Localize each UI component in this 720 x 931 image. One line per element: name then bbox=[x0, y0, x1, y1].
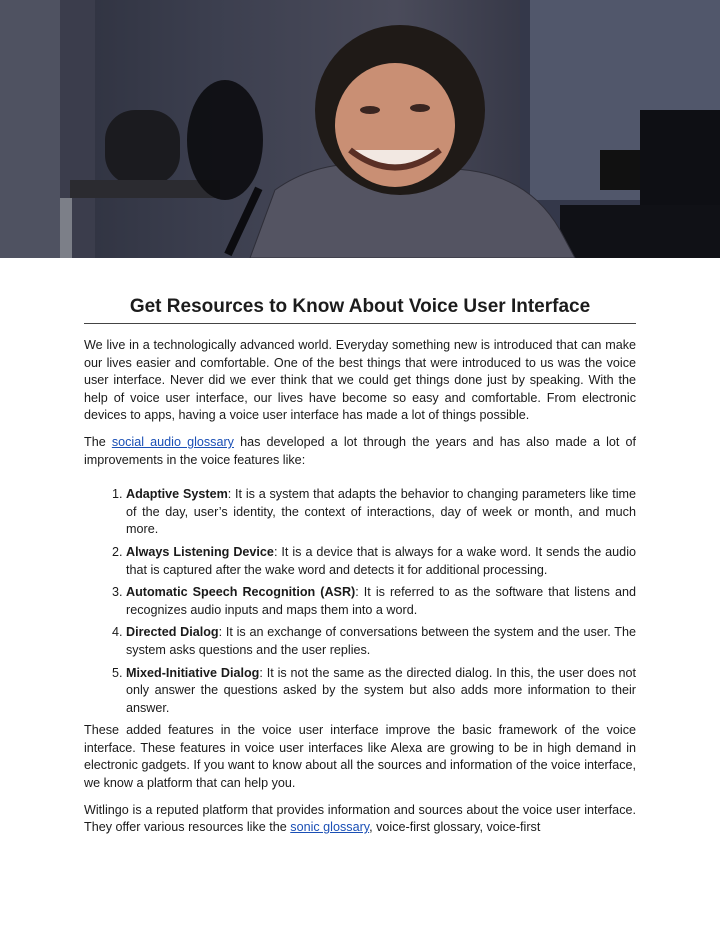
feature-term: Directed Dialog bbox=[126, 625, 219, 640]
hero-photo bbox=[0, 0, 720, 258]
feature-term: Automatic Speech Recognition (ASR) bbox=[126, 585, 356, 600]
paragraph-text: has developed a lot through the years and has also made a lot of improvements in the voice features like: bbox=[84, 434, 637, 467]
paragraph-text: The bbox=[84, 434, 112, 449]
feature-term: Adaptive System bbox=[126, 487, 228, 502]
feature-description: : It is not the same as the directed dialog. In this, the user does not only answer the questions asked by the system but also adds more information to their answer. bbox=[126, 665, 636, 715]
list-item bbox=[126, 544, 636, 579]
feature-description: : It is a system that adapts the behavior to changing parameters like time of the day, user’s identity, the context of interactions, day of week or month, and much more. bbox=[126, 487, 636, 537]
podcast-studio-illustration bbox=[0, 0, 720, 258]
features-list bbox=[84, 486, 636, 717]
feature-description: : It is referred to as the software that listens and recognizes audio inputs and maps them into a word. bbox=[126, 585, 636, 617]
feature-term: Mixed-Initiative Dialog bbox=[126, 665, 260, 680]
witlingo-paragraph bbox=[84, 802, 636, 837]
glossary-paragraph bbox=[84, 434, 636, 469]
sonic-glossary-link[interactable]: sonic glossary bbox=[290, 820, 370, 835]
article bbox=[84, 296, 636, 837]
list-item bbox=[126, 624, 636, 659]
list-item bbox=[126, 584, 636, 619]
paragraph-text: , voice-first glossary, voice-first bbox=[369, 820, 541, 835]
social-audio-glossary-link[interactable]: social audio glossary bbox=[111, 434, 234, 449]
intro-paragraph: We live in a technologically advanced world. Everyday something new is introduced that can make our lives easier and comfortable. One of the best things that were introduced to us was the voice user interface. Never did we ever think that we could get things done just by speaking. With the help of voice user interface, our lives have become so easy and comfortable. From electronic devices to apps, having a voice user interface has made a lot of things possible. bbox=[84, 338, 636, 423]
list-item bbox=[126, 486, 636, 539]
list-item bbox=[126, 665, 636, 718]
features-paragraph: These added features in the voice user interface improve the basic framework of the voice interface. These features in voice user interfaces like Alexa are growing to be in high demand in electronic gadgets. If you want to know about all the sources and information of the voice interface, we know a platform that can help you. bbox=[84, 723, 636, 791]
feature-term: Always Listening Device bbox=[126, 544, 274, 559]
page-title: Get Resources to Know About Voice User Interface bbox=[84, 296, 636, 324]
feature-description: : It is a device that is always for a wake word. It sends the audio that is captured after the wake word and detects it for additional processing. bbox=[126, 544, 636, 577]
paragraph-text: Witlingo is a reputed platform that provides information and sources about the voice user interface. They offer various resources like the bbox=[84, 802, 636, 835]
feature-description: : It is an exchange of conversations between the system and the user. The system asks questions and the user replies. bbox=[126, 625, 636, 657]
